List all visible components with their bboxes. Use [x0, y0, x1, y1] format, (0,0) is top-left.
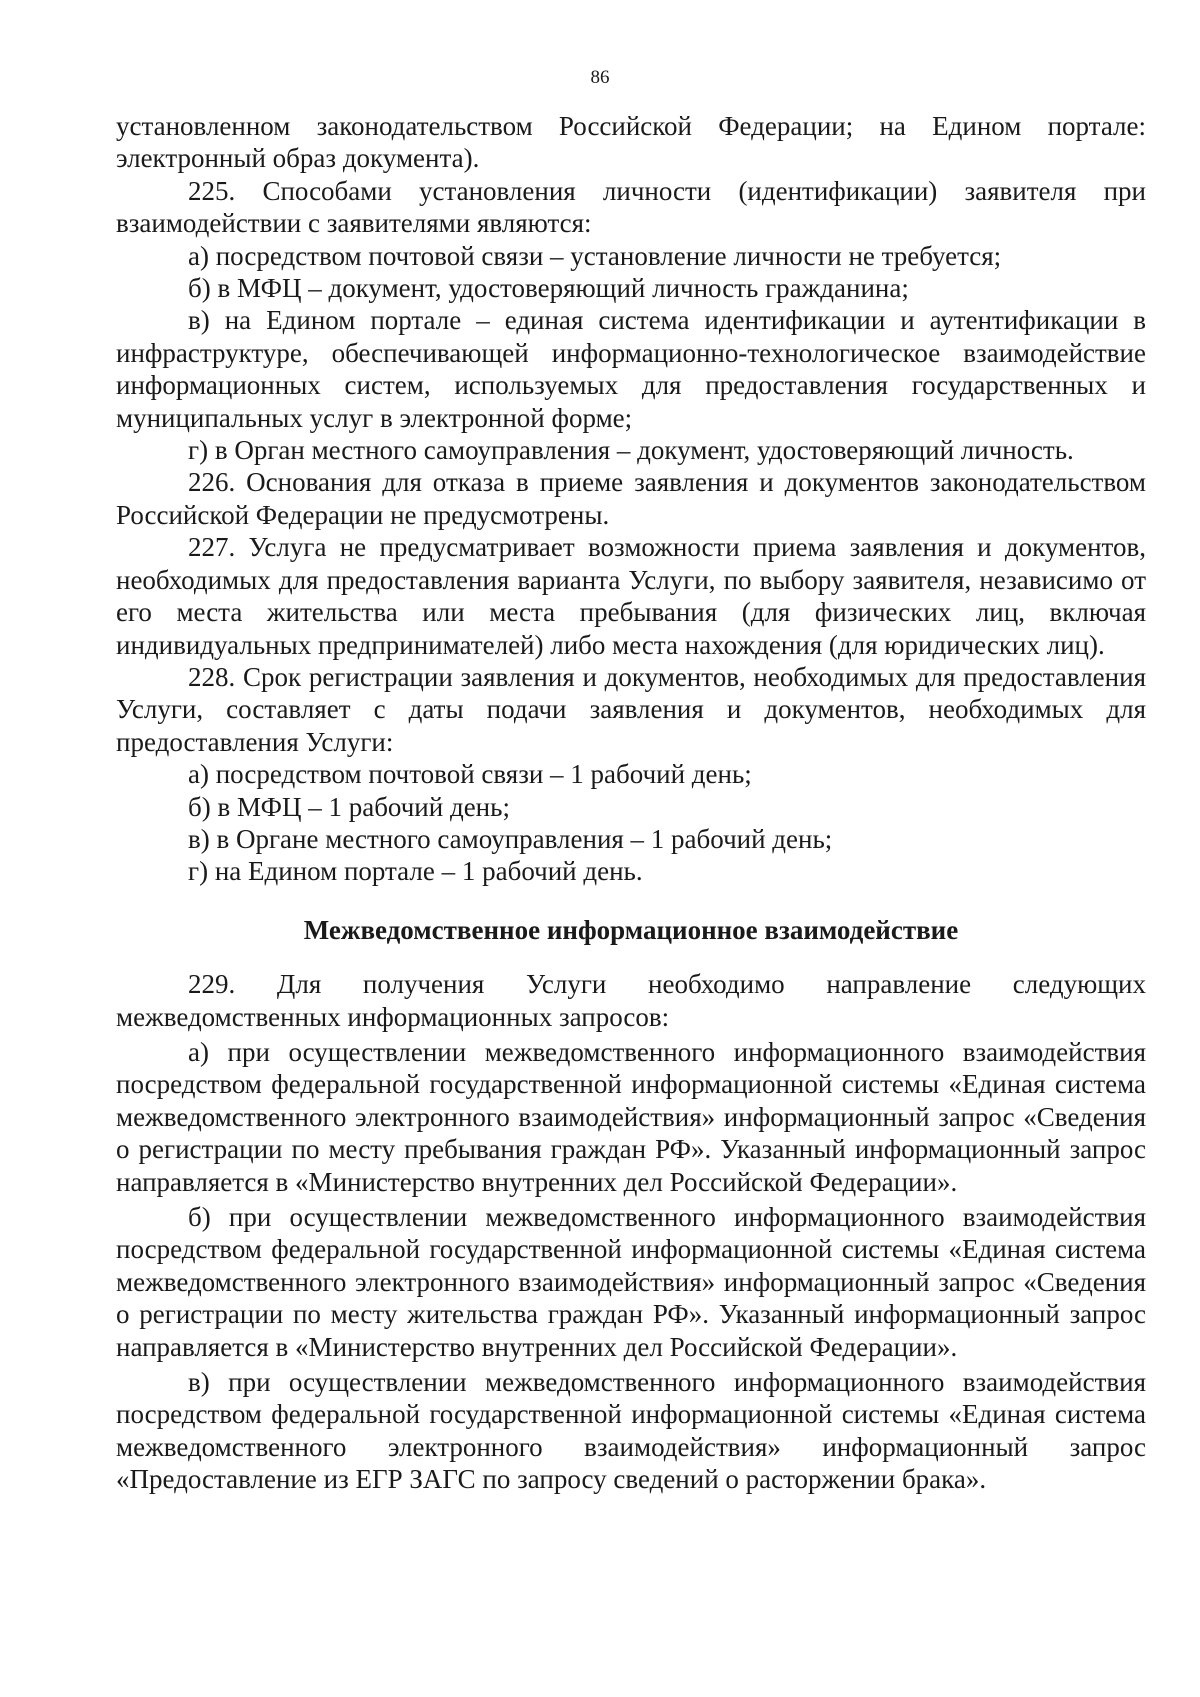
paragraph-226: 226. Основания для отказа в приеме заявления и документов законодательством Российской Федерации не предусмотрены.	[116, 467, 1146, 530]
paragraph-229: 229. Для получения Услуги необходимо направление следующих межведомственных информационных запросов:	[116, 969, 1146, 1032]
list-item-229-a: а) при осуществлении межведомственного информационного взаимодействия посредством федеральной государственной информационной системы «Единая система межведомственного электронного взаимодействия» информационный запрос «Сведения о регистрации по месту пребывания граждан РФ». Указанный информационный запрос направляется в «Министерство внутренних дел Российской Федерации».	[116, 1036, 1146, 1197]
paragraph-continuation: установленном законодательством Российской Федерации; на Едином портале: электронный образ документа).	[116, 111, 1146, 174]
list-item-228-g: г) на Едином портале – 1 рабочий день.	[188, 856, 643, 887]
list-item-228-v: в) в Органе местного самоуправления – 1 рабочий день;	[188, 823, 833, 854]
page-number: 86	[590, 67, 610, 88]
list-item-229-b: б) при осуществлении межведомственного информационного взаимодействия посредством федеральной государственной информационной системы «Единая система межведомственного электронного взаимодействия» информационный запрос «Сведения о регистрации по месту жительства граждан РФ». Указанный информационный запрос направляется в «Министерство внутренних дел Российской Федерации».	[116, 1202, 1146, 1362]
document-body	[116, 110, 1146, 1496]
list-item-228-a: а) посредством почтовой связи – 1 рабочий день;	[188, 759, 752, 790]
list-item-225-v: в) на Едином портале – единая система идентификации и аутентификации в инфраструктуре, обеспечивающей информационно-технологическое взаимодействие информационных систем, используемых для предоставления государственных и муниципальных услуг в электронной форме;	[116, 305, 1146, 433]
list-item-225-g: г) в Орган местного самоуправления – документ, удостоверяющий личность.	[188, 435, 1074, 466]
list-item-229-v: в) при осуществлении межведомственного информационного взаимодействия посредством федеральной государственной информационной системы «Единая система межведомственного электронного взаимодействия» информационный запрос «Предоставление из ЕГР ЗАГС по запросу сведений о расторжении брака».	[116, 1367, 1146, 1495]
list-item-228-b: б) в МФЦ – 1 рабочий день;	[188, 791, 510, 822]
section-heading: Межведомственное информационное взаимодействие	[303, 914, 959, 945]
paragraph-228: 228. Срок регистрации заявления и документов, необходимых для предоставления Услуги, составляет с даты подачи заявления и документов, необходимых для предоставления Услуги:	[116, 661, 1146, 757]
list-item-225-a: а) посредством почтовой связи – установление личности не требуется;	[188, 240, 1002, 271]
paragraph-225: 225. Способами установления личности (идентификации) заявителя при взаимодействии с заявителями являются:	[116, 175, 1146, 239]
paragraph-227: 227. Услуга не предусматривает возможности приема заявления и документов, необходимых для предоставления варианта Услуги, по выбору заявителя, независимо от его места жительства или места пребывания (для физических лиц, включая индивидуальных предпринимателей) либо места нахождения (для юридических лиц).	[116, 532, 1146, 660]
list-item-225-b: б) в МФЦ – документ, удостоверяющий личность гражданина;	[188, 273, 909, 304]
